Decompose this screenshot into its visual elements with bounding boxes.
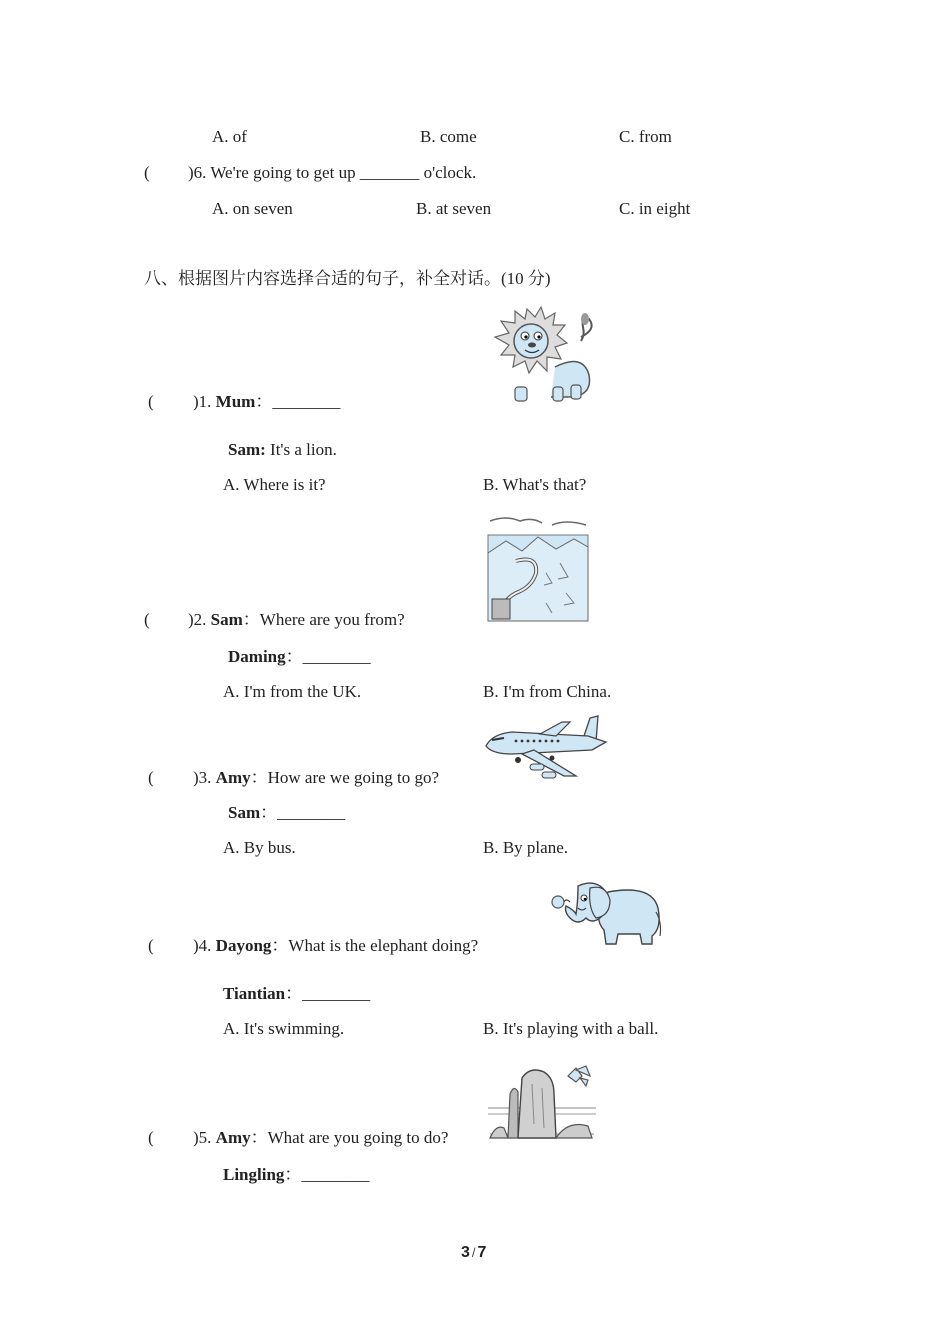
d4-option-b: B. It's playing with a ball.	[483, 1019, 659, 1038]
d3-option-b: B. By plane.	[483, 838, 568, 857]
d4-answer-paren: (	[148, 936, 154, 955]
q6-question: )6. We're going to get up _______ o'clock.	[188, 163, 477, 182]
d2-answer-paren: (	[144, 610, 150, 629]
q6-option-b: B. at seven	[416, 199, 492, 218]
elephant-picture	[548, 878, 666, 946]
d4-option-a: A. It's swimming.	[223, 1019, 345, 1038]
q5-option-b: B. come	[420, 127, 477, 146]
d3-answer-paren: (	[148, 768, 154, 787]
d1-option-a: A. Where is it?	[223, 475, 326, 494]
d1-answer-paren: (	[148, 392, 154, 411]
d5-answer-paren: (	[148, 1128, 154, 1147]
d2-line2: Daming：________	[228, 647, 371, 666]
d5-line1: )5. Amy：What are you going to do?	[193, 1128, 449, 1147]
airplane-picture	[482, 714, 608, 780]
d1-line2: Sam: It's a lion.	[228, 440, 337, 459]
q6-option-c: C. in eight	[619, 199, 691, 218]
d4-line2: Tiantian：________	[223, 984, 371, 1003]
stone-forest-picture	[488, 1064, 596, 1144]
d2-line1: )2. Sam：Where are you from?	[188, 610, 405, 629]
d3-line1: )3. Amy：How are we going to go?	[193, 768, 439, 787]
d1-option-b: B. What's that?	[483, 475, 587, 494]
page-number: 3 / 7	[461, 1244, 487, 1261]
q6-option-a: A. on seven	[212, 199, 293, 218]
d4-line1: )4. Dayong：What is the elephant doing?	[193, 936, 479, 955]
q6-answer-paren: (	[144, 163, 150, 182]
q5-option-c: C. from	[619, 127, 672, 146]
great-wall-picture	[486, 513, 590, 623]
d3-line2: Sam：________	[228, 803, 346, 822]
d3-option-a: A. By bus.	[223, 838, 296, 857]
d1-line1: )1. Mum：________	[193, 392, 341, 411]
q5-option-a: A. of	[212, 127, 247, 146]
d2-option-a: A. I'm from the UK.	[223, 682, 362, 701]
d2-option-b: B. I'm from China.	[483, 682, 612, 701]
lion-picture	[485, 305, 600, 405]
section-8-title: 八、根据图片内容选择合适的句子，补全对话。(10 分)	[144, 269, 551, 288]
d5-line2: Lingling：________	[223, 1165, 370, 1184]
